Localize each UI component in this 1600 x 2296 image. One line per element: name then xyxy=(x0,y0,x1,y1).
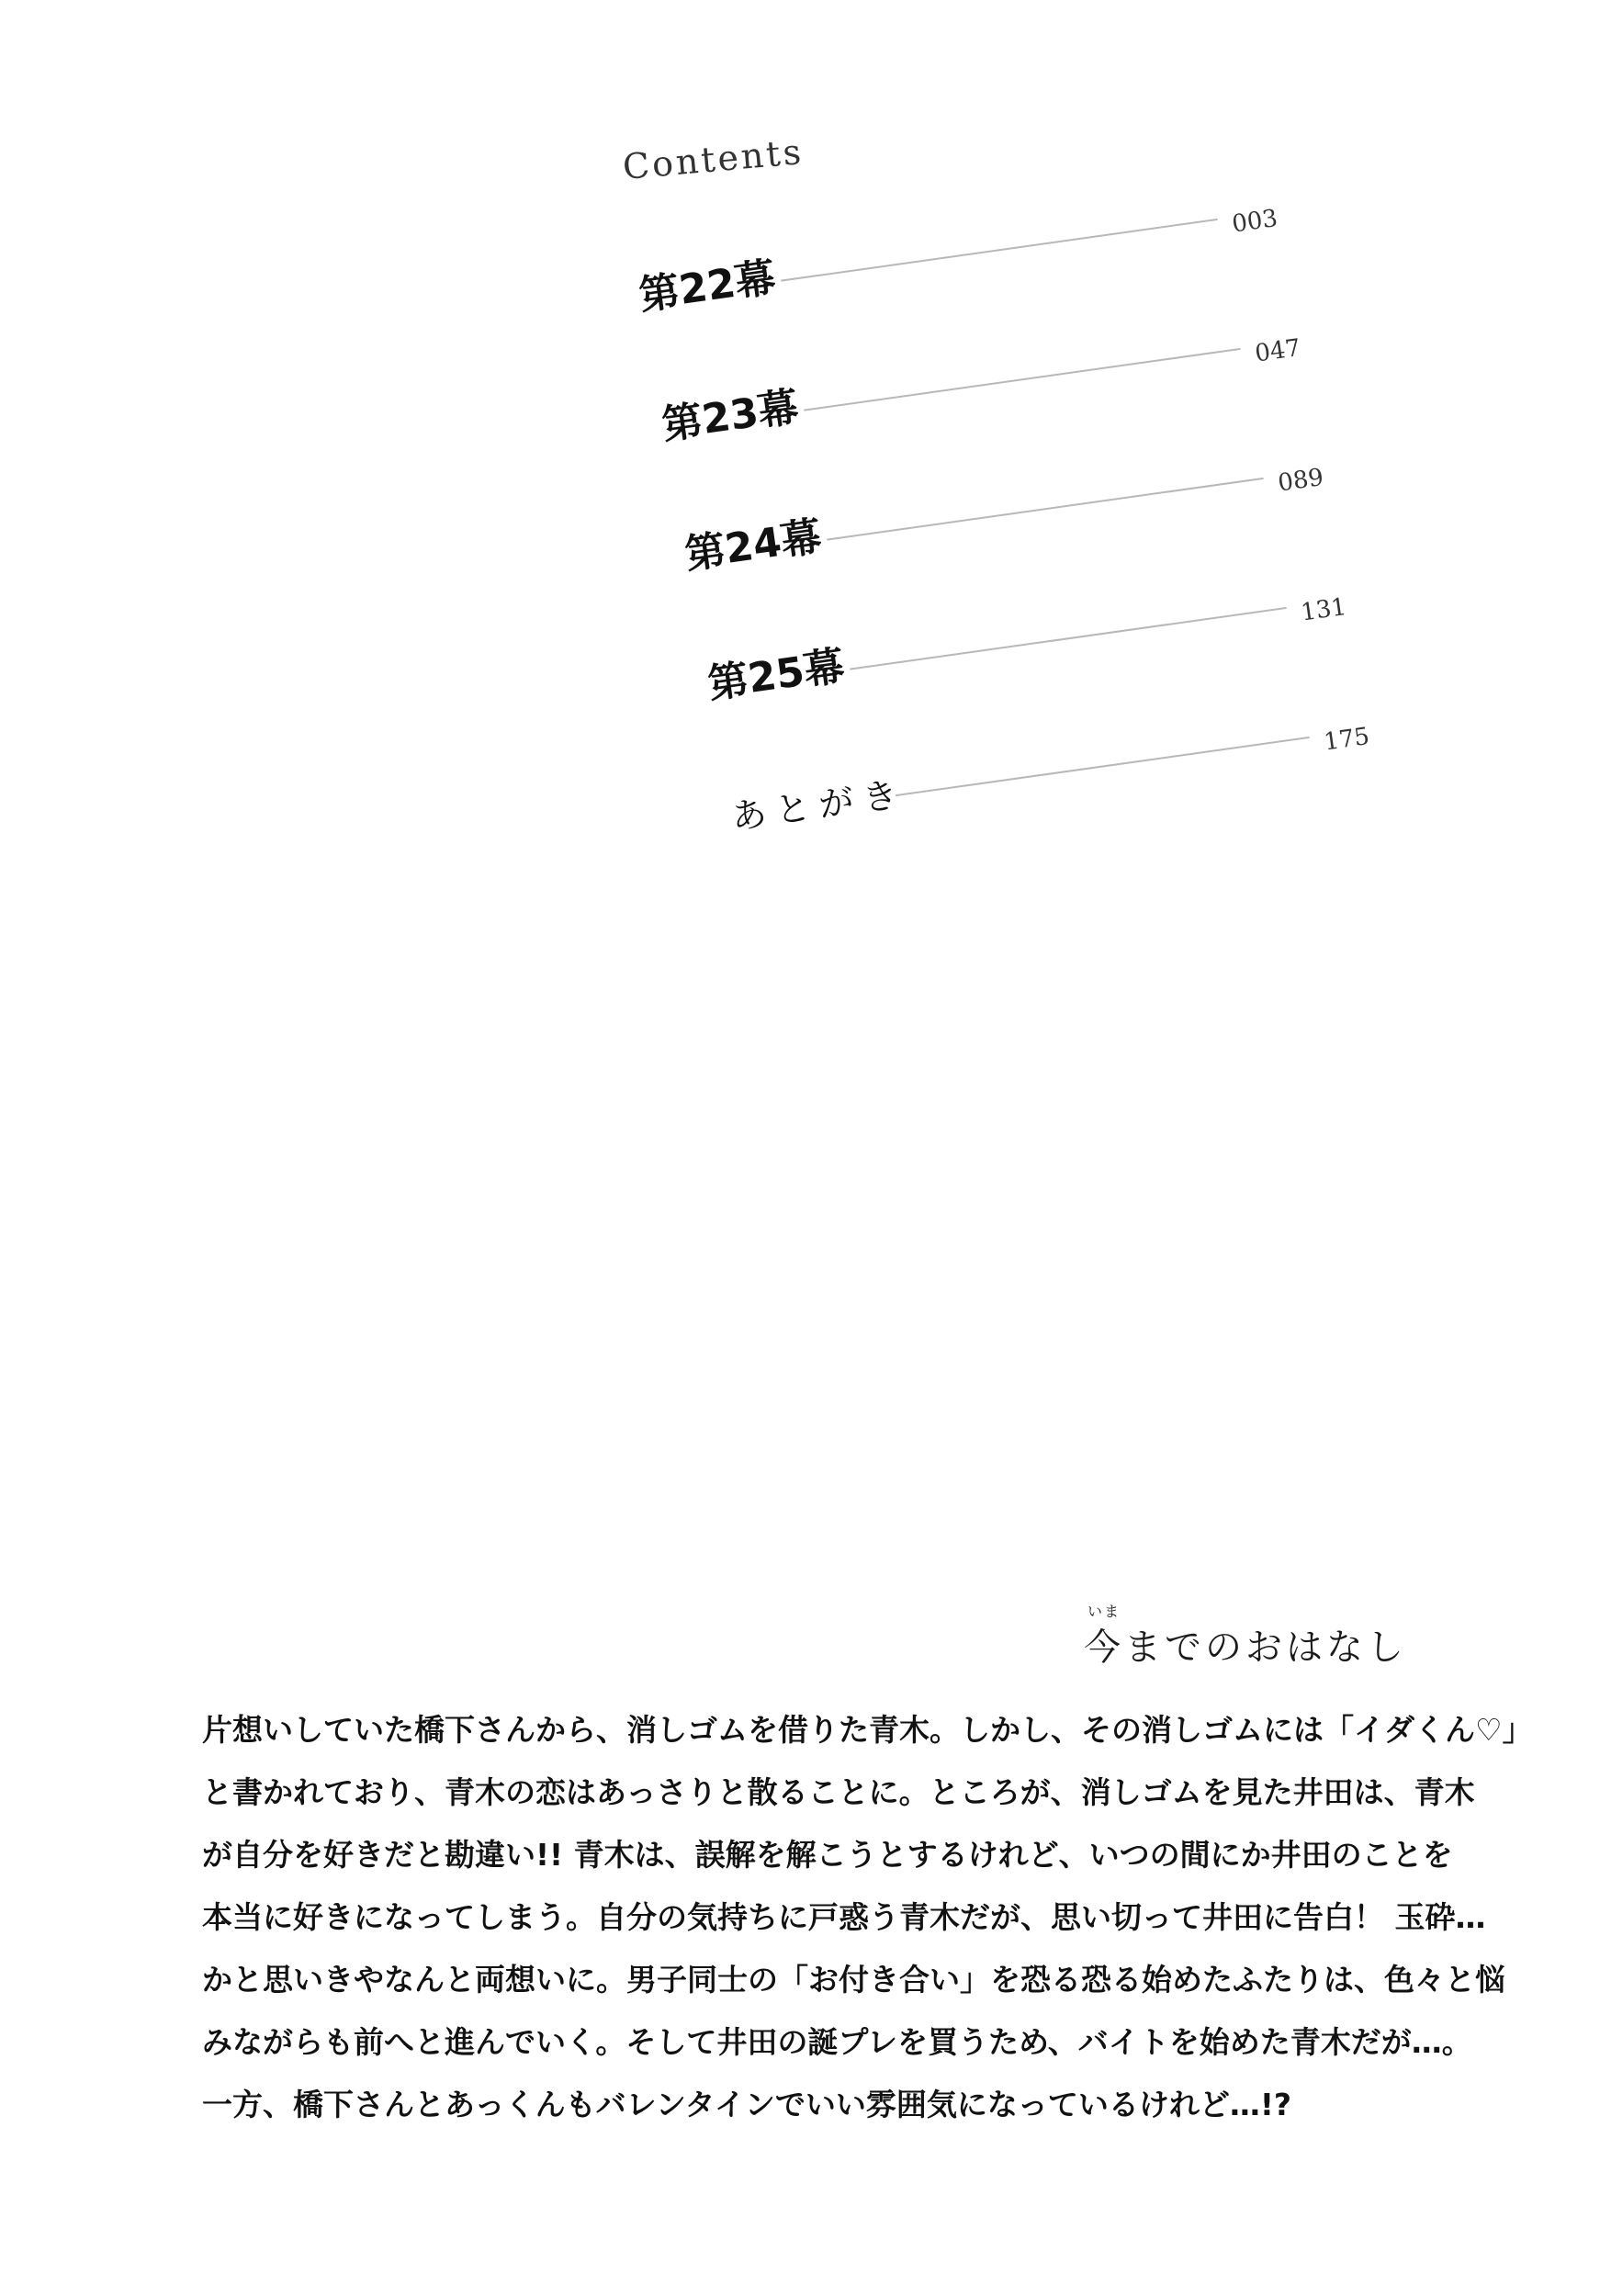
summary-line: かと思いきやなんと両想いに。男子同士の「お付き合い」を恐る恐る始めたふたりは、色々と悩 xyxy=(202,1962,1505,1998)
story-so-far-heading xyxy=(1084,1603,1407,1671)
summary-line: と書かれており、青木の恋はあっさりと散ることに。ところが、消しゴムを見た井田は、青木 xyxy=(202,1774,1475,1810)
table-of-contents xyxy=(0,0,1600,918)
toc-entry-title: 第23幕 xyxy=(659,383,802,450)
toc-page-number: 003 xyxy=(1230,204,1279,239)
contents-heading: Contents xyxy=(621,130,806,187)
summary-line: みながらも前へと進んでいく。そして井田の誕プレを買うため、バイトを始めた青木だが…。 xyxy=(202,2024,1472,2060)
toc-entry-title: 第22幕 xyxy=(636,253,779,321)
story-summary xyxy=(202,1690,1533,2127)
story-so-far-title: 今までのおはなし xyxy=(1084,1626,1407,1669)
summary-line: が自分を好きだと勘違い!! 青木は、誤解を解こうとするけれど、いつの間にか井田のことを xyxy=(202,1837,1453,1873)
toc-leader-line xyxy=(896,737,1310,796)
toc-entry-title: 第24幕 xyxy=(682,512,825,580)
heading-furigana: いま xyxy=(1087,1603,1121,1620)
summary-line: 本当に好きになってしまう。自分の気持ちに戸惑う青木だが、思い切って井田に告白！ 玉砕… xyxy=(202,1899,1486,1935)
toc-page-number: 089 xyxy=(1276,463,1325,498)
summary-line: 片想いしていた橋下さんから、消しゴムを借りた青木。しかし、その消しゴムには「イダくん♡」 xyxy=(202,1712,1533,1748)
toc-page-number: 175 xyxy=(1322,722,1371,757)
toc-page-number: 131 xyxy=(1299,592,1348,627)
toc-page-number: 047 xyxy=(1253,333,1302,368)
summary-line: 一方、橋下さんとあっくんもバレンタインでいい雰囲気になっているけれど…!? xyxy=(202,2087,1292,2122)
toc-entry-title: あとがき xyxy=(728,772,909,838)
toc-entry-title: 第25幕 xyxy=(704,642,848,709)
